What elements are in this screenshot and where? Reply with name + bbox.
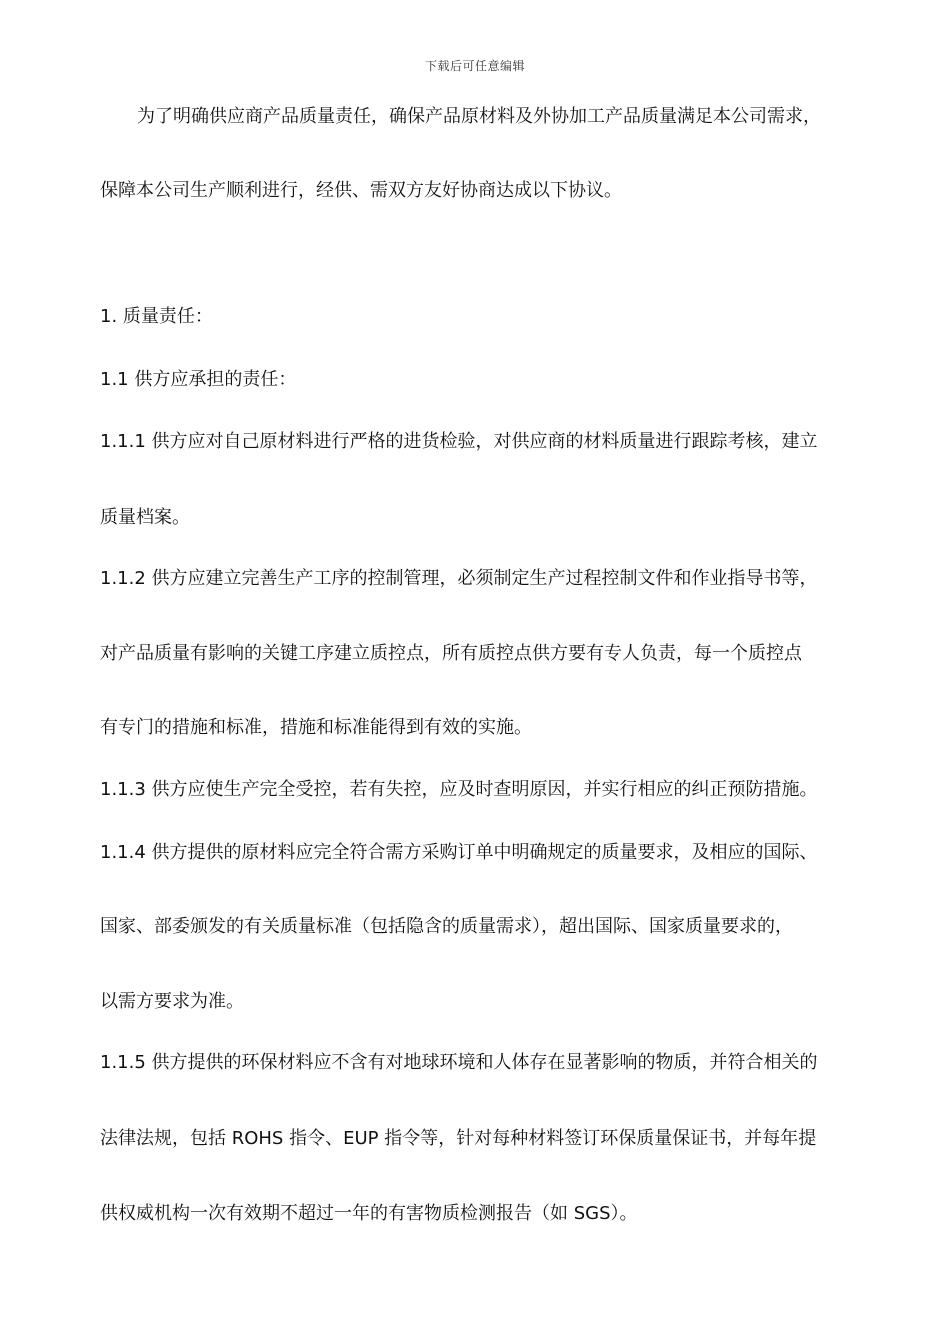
clause-1-1-2-line-3: 有专门的措施和标准，措施和标准能得到有效的实施。 bbox=[100, 717, 532, 738]
clause-1-1-3-line-1: 1.1.3 供方应使生产完全受控，若有失控，应及时查明原因，并实行相应的纠正预防措施。 bbox=[100, 779, 818, 800]
section-heading-1: 1. 质量责任： bbox=[100, 306, 213, 327]
clause-1-1-1-line-1: 1.1.1 供方应对自己原材料进行严格的进货检验，对供应商的材料质量进行跟踪考核，建立 bbox=[100, 431, 818, 452]
clause-1-1-4-line-3: 以需方要求为准。 bbox=[100, 991, 244, 1012]
page-header: 下载后可任意编辑 bbox=[424, 59, 525, 73]
clause-1-1-4-line-2: 国家、部委颁发的有关质量标准（包括隐含的质量需求），超出国际、国家质量要求的， bbox=[100, 916, 793, 937]
clause-1-1-1-line-2: 质量档案。 bbox=[100, 507, 190, 528]
paragraph-intro-line-1: 为了明确供应商产品质量责任，确保产品原材料及外协加工产品质量满足本公司需求， bbox=[137, 106, 821, 127]
paragraph-intro-line-2: 保障本公司生产顺利进行，经供、需双方友好协商达成以下协议。 bbox=[100, 180, 622, 201]
clause-1-1-5-line-2: 法律法规，包括 ROHS 指令、EUP 指令等，针对每种材料签订环保质量保证书，并每年提 bbox=[100, 1128, 817, 1149]
clause-1-1-5-line-1: 1.1.5 供方提供的环保材料应不含有对地球环境和人体存在显著影响的物质，并符合相关的 bbox=[100, 1052, 818, 1073]
clause-1-1-4-line-1: 1.1.4 供方提供的原材料应完全符合需方采购订单中明确规定的质量要求，及相应的国际、 bbox=[100, 842, 818, 863]
clause-1-1-2-line-2: 对产品质量有影响的关键工序建立质控点，所有质控点供方要有专人负责，每一个质控点 bbox=[100, 643, 802, 664]
clause-1-1-5-line-3: 供权威机构一次有效期不超过一年的有害物质检测报告（如 SGS）。 bbox=[100, 1203, 638, 1224]
clause-1-1-2-line-1: 1.1.2 供方应建立完善生产工序的控制管理，必须制定生产过程控制文件和作业指导书等， bbox=[100, 568, 818, 589]
section-heading-1-1: 1.1 供方应承担的责任： bbox=[100, 369, 297, 390]
